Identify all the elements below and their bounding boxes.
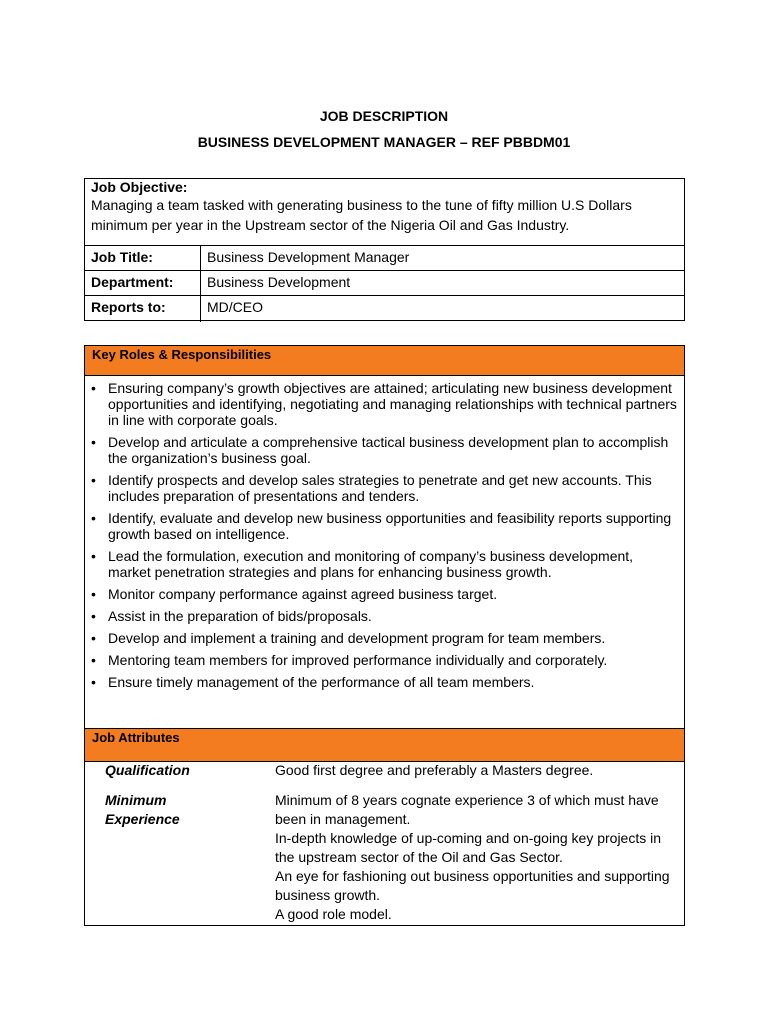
list-item-text: Develop and implement a training and development program for team members. <box>108 630 606 646</box>
bullet: • <box>91 510 96 526</box>
job-objective <box>85 179 684 246</box>
bullet: • <box>91 630 96 646</box>
bullet: • <box>91 434 96 450</box>
info-value: Business Development Manager <box>207 249 410 265</box>
info-row-reports-to <box>85 296 684 322</box>
info-value: MD/CEO <box>207 299 263 315</box>
info-row-department <box>85 271 684 296</box>
list-item <box>85 380 684 428</box>
list-item-text: Ensure timely management of the performance of all team members. <box>108 674 535 690</box>
list-item <box>85 674 684 690</box>
list-item-text: Lead the formulation, execution and monitoring of company’s business development, market penetration strategies and plans for enhancing business growth. <box>108 548 634 580</box>
job-attributes-box <box>84 728 685 926</box>
job-objective-text: Managing a team tasked with generating business to the tune of fifty million U.S Dollars minimum per year in the Upstream sector of the Nigeria Oil and Gas Industry. <box>91 197 632 233</box>
experience-line: A good role model. <box>275 906 392 922</box>
list-item <box>85 510 684 542</box>
list-item-text: Mentoring team members for improved performance individually and corporately. <box>108 652 608 668</box>
bullet: • <box>91 608 96 624</box>
experience-line: the upstream sector of the Oil and Gas Sector. <box>275 849 563 865</box>
list-item-text: Assist in the preparation of bids/proposals. <box>108 608 372 624</box>
qualification-value: Good first degree and preferably a Masters degree. <box>275 762 594 778</box>
responsibilities-box <box>84 345 685 730</box>
job-attributes-heading: Job Attributes <box>85 728 684 762</box>
experience-line: been in management. <box>275 811 411 827</box>
experience-line: An eye for fashioning out business opportunities and supporting <box>275 868 670 884</box>
responsibilities-heading: Key Roles & Responsibilities <box>85 346 684 376</box>
qualification-label: Qualification <box>105 762 190 778</box>
list-item-text: Monitor company performance against agreed business target. <box>108 586 498 602</box>
job-info-box <box>84 178 685 321</box>
bullet: • <box>91 548 96 564</box>
list-item <box>85 472 684 504</box>
list-item <box>85 608 684 624</box>
info-label: Reports to: <box>85 296 201 322</box>
experience-line: business growth. <box>275 887 381 903</box>
responsibilities-list <box>85 376 684 690</box>
bullet: • <box>91 652 96 668</box>
bullet: • <box>91 380 96 396</box>
list-item-text: Develop and articulate a comprehensive tactical business development plan to accomplish the organization’s business goal. <box>108 434 669 466</box>
experience-label-line-2: Experience <box>105 811 180 827</box>
experience-line: Minimum of 8 years cognate experience 3 of which must have <box>275 792 659 808</box>
info-value: Business Development <box>207 274 351 290</box>
list-item <box>85 548 684 580</box>
job-objective-label: Job Objective: <box>91 179 188 195</box>
bullet: • <box>91 472 96 488</box>
bullet: • <box>91 586 96 602</box>
bullet: • <box>91 674 96 690</box>
info-label: Department: <box>85 271 201 295</box>
list-item <box>85 652 684 668</box>
experience-label-line-1: Minimum <box>105 792 167 808</box>
list-item-text: Ensuring company’s growth objectives are attained; articulating new business development opportunities and identifying, negotiating and managing relationships with technical partners in line with corporate goals. <box>108 380 677 428</box>
experience-line: In-depth knowledge of up-coming and on-going key projects in <box>275 830 662 846</box>
list-item <box>85 434 684 466</box>
list-item-text: Identify prospects and develop sales strategies to penetrate and get new accounts. This includes preparation of presentations and tenders. <box>108 472 652 504</box>
list-item <box>85 586 684 602</box>
list-item-text: Identify, evaluate and develop new business opportunities and feasibility reports supporting growth based on intelligence. <box>108 510 672 542</box>
info-row-job-title <box>85 246 684 271</box>
info-label: Job Title: <box>85 246 201 270</box>
list-item <box>85 630 684 646</box>
document-title: JOB DESCRIPTION <box>319 108 449 124</box>
document-subtitle: BUSINESS DEVELOPMENT MANAGER – REF PBBDM01 <box>197 134 571 150</box>
